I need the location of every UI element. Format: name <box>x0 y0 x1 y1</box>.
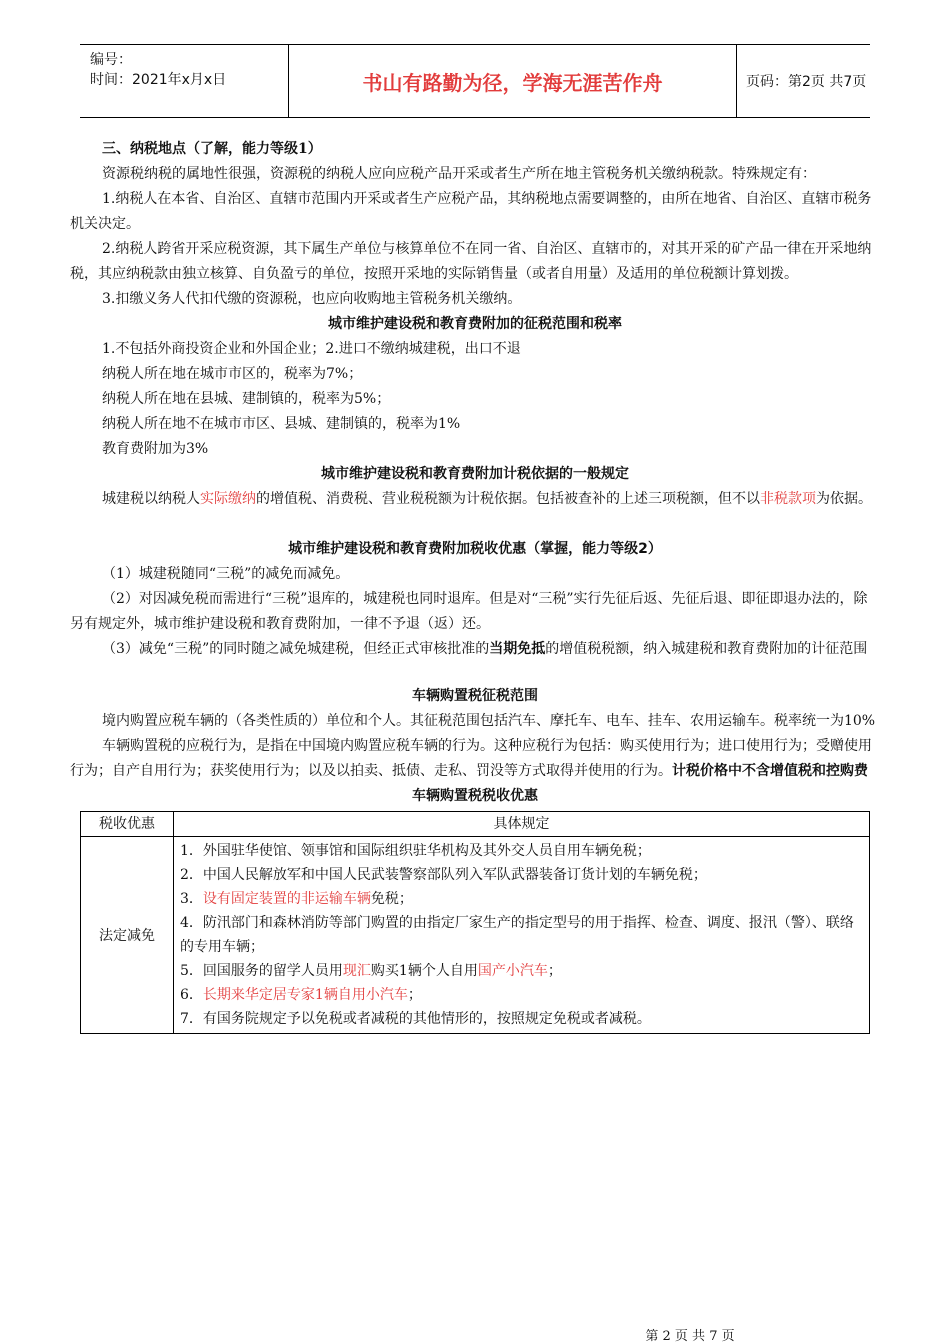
highlight-text: 设有固定装置的非运输车辆 <box>202 891 371 907</box>
table-row-label: 法定减免 <box>81 837 174 1034</box>
text: 6． <box>180 987 203 1003</box>
text: 购买1辆个人自用 <box>370 963 478 979</box>
text: ； <box>547 963 562 979</box>
text: ； <box>407 987 422 1003</box>
paragraph <box>70 487 880 512</box>
table-cell-items <box>174 837 870 1034</box>
section-title-vehicle-pref: 车辆购置税税收优惠 <box>412 788 538 804</box>
paragraph: （1）城建税随同“三税”的减免而减免。 <box>102 566 350 582</box>
text: 的增值税税额，纳入城建税和教育费附加的计征范围 <box>545 641 868 657</box>
paragraph: 境内购置应税车辆的（各类性质的）单位和个人。其征税范围包括汽车、摩托车、电车、挂车、农用运输车。税率统一为10% <box>102 713 876 729</box>
header-motto-cell <box>288 45 737 117</box>
text: 5．回国服务的留学人员用 <box>180 963 343 979</box>
text: 城建税以纳税人 <box>102 491 200 507</box>
text: 的增值税、消费税、营业税税额为计税依据。包括被查补的上述三项税额，但不以 <box>256 491 760 507</box>
paragraph: 资源税纳税的属地性很强，资源税的纳税人应向应税产品开采或者生产所在地主管税务机关缴纳税款。特殊规定有： <box>102 166 816 182</box>
highlight-text: 长期来华定居专家1辆自用小汽车 <box>202 987 408 1003</box>
list-item <box>180 959 863 983</box>
paragraph: （2）对因减免税而需进行“三税”退库的，城建税也同时退库。但是对“三税”实行先征后返、先征后退、即征即退办法的，除另有规定外，城市维护建设税和教育费附加，一律不予退（返）还。 <box>70 591 868 632</box>
paragraph <box>70 637 880 662</box>
list-item <box>180 887 863 911</box>
bold-text: 计税价格中不含增值税和控购费 <box>672 763 868 779</box>
section-title-basis: 城市维护建设税和教育费附加计税依据的一般规定 <box>321 466 629 482</box>
paragraph: 1.不包括外商投资企业和外国企业；2.进口不缴纳城建税，出口不退 <box>102 341 521 357</box>
highlight-text: 实际缴纳 <box>200 491 256 507</box>
section-title-preferential: 城市维护建设税和教育费附加税收优惠（掌握，能力等级2） <box>288 541 662 557</box>
list-item <box>180 983 863 1007</box>
paragraph: 纳税人所在地不在城市市区、县城、建制镇的，税率为1% <box>102 416 461 432</box>
header-page-cell <box>736 45 870 117</box>
list-item: 7．有国务院规定予以免税或者减税的其他情形的，按照规定免税或者减税。 <box>180 1011 651 1027</box>
section-title-tax-place: 三、纳税地点（了解，能力等级1） <box>102 141 322 157</box>
text: 免税； <box>370 891 413 907</box>
header-left-cell <box>80 45 288 117</box>
spacer <box>70 512 880 537</box>
text: 3． <box>180 891 203 907</box>
doc-number-label: 编号： <box>90 52 132 68</box>
page-footer <box>0 1325 950 1344</box>
section-title-vehicle: 车辆购置税征税范围 <box>412 688 538 704</box>
section-title-scope: 城市维护建设税和教育费附加的征税范围和税率 <box>328 316 622 332</box>
paragraph: 纳税人所在地在县城、建制镇的，税率为5%； <box>102 391 391 407</box>
list-item: 2．中国人民解放军和中国人民武装警察部队列入军队武器装备订货计划的车辆免税； <box>180 867 707 883</box>
list-item: 1．外国驻华使馆、领事馆和国际组织驻华机构及其外交人员自用车辆免税； <box>180 843 651 859</box>
table-header-cell: 具体规定 <box>174 812 870 837</box>
list-item: 4．防汛部门和森林消防等部门购置的由指定厂家生产的指定型号的用于指挥、检查、调度、报汛（警）、联络的专用车辆； <box>180 915 854 955</box>
text: 车辆购置税的应税行为，是指在中国境内购置应税车辆的行为。这种应税行为包括：购买使用行为；进口使用行为；受赠使用行为；自产自用行为；获奖使用行为；以及以拍卖、抵债、走私、罚没等方式取得并使用的行为。 <box>70 738 872 779</box>
table-header-row <box>81 812 870 837</box>
footer-page-number: 第 2 页 共 7 页 <box>645 1329 735 1344</box>
doc-time-label: 时间：2021年x月x日 <box>90 72 227 88</box>
text: 为依据。 <box>816 491 872 507</box>
paragraph: 纳税人所在地在城市市区的，税率为7%； <box>102 366 363 382</box>
page-header <box>80 44 870 118</box>
header-motto: 书山有路勤为径，学海无涯苦作舟 <box>362 71 663 95</box>
highlight-text: 非税款项 <box>760 491 816 507</box>
table-row <box>81 837 870 1034</box>
vehicle-pref-table <box>80 811 870 1034</box>
paragraph: 2.纳税人跨省开采应税资源，其下属生产单位与核算单位不在同一省、自治区、直辖市的，对其开采的矿产品一律在开采地纳税，其应纳税款由独立核算、自负盈亏的单位，按照开采地的实际销售量（或者自用量）及适用的单位税额计算划拨。 <box>70 241 872 282</box>
highlight-text: 现汇 <box>342 963 371 979</box>
paragraph: 教育费附加为3% <box>102 441 209 457</box>
highlight-text: 国产小汽车 <box>477 963 548 979</box>
header-page-label: 页码：第2页 共7页 <box>746 74 867 90</box>
text: （3）减免“三税”的同时随之减免城建税，但经正式审核批准的 <box>102 641 490 657</box>
bold-text: 当期免抵 <box>489 641 546 657</box>
paragraph: 1.纳税人在本省、自治区、直辖市范围内开采或者生产应税产品，其纳税地点需要调整的，由所在地省、自治区、直辖市税务机关决定。 <box>70 191 872 232</box>
table-header-cell: 税收优惠 <box>81 812 174 837</box>
paragraph: 3.扣缴义务人代扣代缴的资源税，也应向收购地主管税务机关缴纳。 <box>102 291 522 307</box>
spacer <box>70 662 880 684</box>
paragraph <box>70 734 880 784</box>
document-body <box>70 137 880 1034</box>
